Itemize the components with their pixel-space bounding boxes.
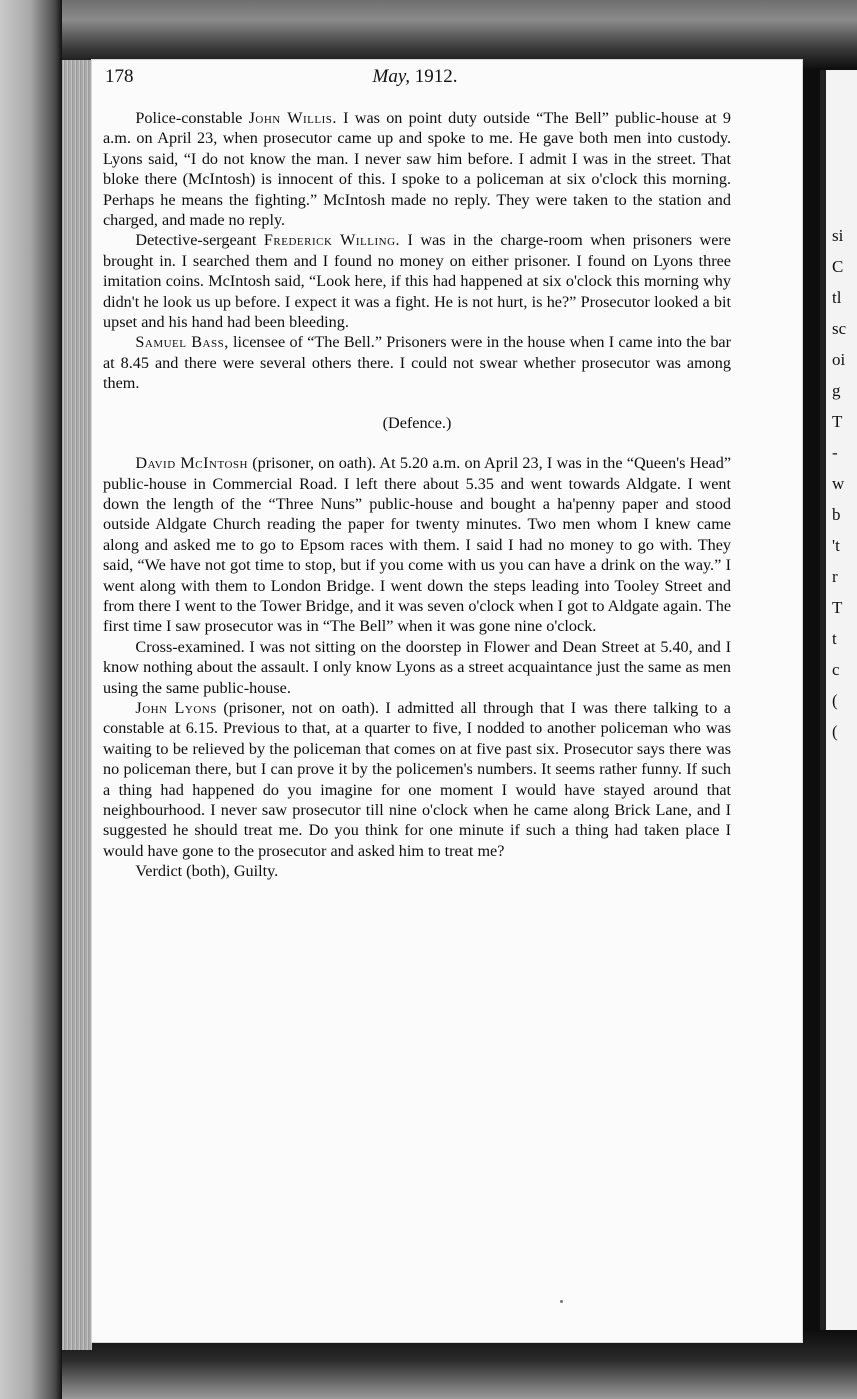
page-body: [103, 108, 731, 882]
verdict-text: Verdict (both), Guilty.: [135, 862, 279, 881]
testimony-paragraph: [103, 332, 731, 393]
facing-page-fragments: [832, 220, 857, 747]
fragment: (: [832, 722, 838, 741]
fragment: 't: [832, 536, 840, 555]
fragment: b: [832, 505, 841, 524]
prisoner-name: John Lyons: [135, 698, 217, 717]
fragment: sc: [832, 319, 847, 338]
running-head: [105, 66, 725, 88]
fragment: c: [832, 660, 840, 679]
fragment: (: [832, 691, 838, 710]
page-header: [105, 66, 725, 100]
testimony-text: licensee of “The Bell.” Prisoners were in the house when I came into the bar at 8.45 and there were several others there. I could not swear whether prosecutor was among them.: [103, 333, 731, 393]
page-stack-edge: [62, 60, 92, 1350]
running-head-month: May,: [372, 66, 410, 87]
witness-name: John Willis.: [248, 109, 337, 127]
facing-page: [820, 70, 857, 1330]
testimony-paragraph: [103, 108, 731, 230]
defence-heading: (Defence.): [382, 413, 452, 432]
defence-paragraph: [103, 453, 731, 637]
fragment: T: [832, 412, 843, 431]
book-edge-left: [0, 0, 62, 1399]
fragment: si: [832, 226, 844, 245]
fragment: C: [832, 257, 844, 276]
fragment: T: [832, 598, 843, 617]
testimony-text: I was in the charge-room when prisoners were brought in. I searched them and I found no money on either prisoner. I found on Lyons three imitation coins. McIntosh said, “Look here, if this had happened at six o'clock this morning why didn't he look us up before. I expect it was a fight. He is not hurt, is he?” Prosecutor looked a bit upset and his hand had been bleeding.: [103, 231, 731, 332]
verdict: [103, 861, 731, 881]
defence-text: (prisoner, on oath). At 5.20 a.m. on April 23, I was in the “Queen's Head” public-house in Commercial Road. I left there about 5.35 and went towards Aldgate. I went down the length of the “Three Nuns” public-house and bought a ha'penny paper and stood outside Aldgate Church reading the paper for twenty minutes. Two men whom I knew came along and asked me to go to Epsom races with them. I said I had no money to go with. They said, “We have not got time to stop, but if you come with us you can have a drink on the way.” I went along with them to London Bridge. I went down the steps leading into Tooley Street and from there I went to the Tower Bridge, and it was seven o'clock when I got to Aldgate again. The first time I saw prosecutor was in “The Bell” when it was gone nine o'clock.: [103, 454, 732, 636]
witness-name: Frederick Willing.: [263, 231, 401, 250]
fragment: g: [832, 381, 841, 400]
testimony-paragraph: [103, 230, 731, 332]
defence-text: Cross-examined. I was not sitting on the doorstep in Flower and Dean Street at 5.40, and I know nothing about the assault. I only know Lyons as a street acquaintance just the same as men using the same public-house.: [103, 637, 731, 697]
fragment: w: [832, 474, 845, 493]
fragment: oi: [832, 350, 846, 369]
witness-name: Samuel Bass,: [135, 333, 229, 352]
defence-paragraph: [103, 698, 731, 861]
scan-speck: [560, 1300, 563, 1303]
fragment: -: [832, 443, 838, 462]
witness-role: Police-constable: [135, 109, 243, 127]
prisoner-name: David McIntosh: [135, 454, 248, 473]
testimony-text: I was on point duty outside “The Bell” public-house at 9 a.m. on April 23, when prosecutor came up and spoke to me. He gave both men into custody. Lyons said, “I do not know the man. I never saw him before. I admit I was in the street. That bloke there (McIntosh) is innocent of this. I spoke to a policeman at six o'clock this morning. Perhaps he means the fighting.” McIntosh made no reply. They were taken to the station and charged, and made no reply.: [103, 109, 732, 230]
fragment: r: [832, 567, 838, 586]
defence-paragraph: [103, 637, 731, 698]
defence-text: (prisoner, not on oath). I admitted all through that I was there talking to a constable at 6.15. Previous to that, at a quarter to five, I nodded to another policeman who was waiting to be relieved by the policeman that comes on at five past six. Prosecutor says there was no policeman there, but I can prove it by the policemen's numbers. It seems rather funny. If such a thing had happened do you imagine for one moment I would have stayed around that neighbourhood. I never saw prosecutor till nine o'clock when he came along Brick Lane, and I suggested he should treat me. Do you think for one minute if such a thing had taken place I would have gone to the prosecutor and asked him to treat me?: [103, 698, 731, 860]
fragment: t: [832, 629, 837, 648]
running-head-year: 1912.: [409, 66, 458, 87]
fragment: tl: [832, 288, 842, 307]
page-number: 178: [105, 66, 134, 87]
witness-role: Detective-sergeant: [135, 231, 257, 250]
